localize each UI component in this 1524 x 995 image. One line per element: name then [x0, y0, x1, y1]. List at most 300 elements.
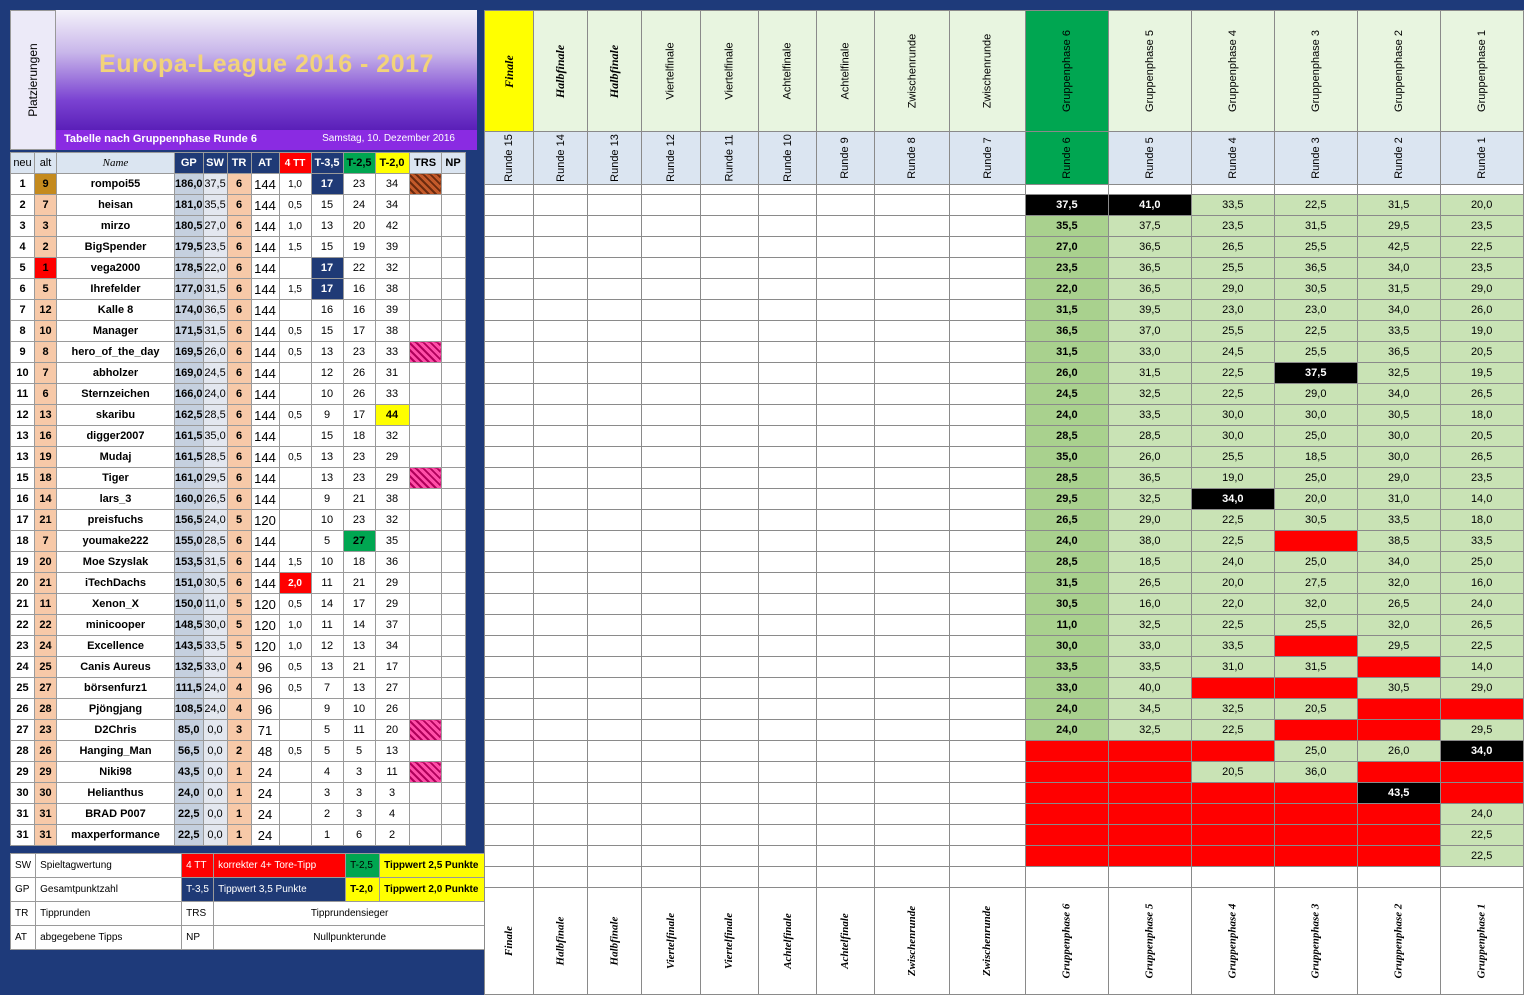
t35-cell: 16	[311, 300, 343, 321]
trs-cell	[409, 573, 441, 594]
score-cell	[700, 762, 758, 783]
footer-label-label: Finale	[502, 926, 515, 956]
score-cell	[758, 489, 816, 510]
at-cell: 144	[251, 342, 279, 363]
score-cell: 34,0	[1191, 489, 1274, 510]
gp-cell: 56,5	[175, 741, 204, 762]
score-cell: 31,5	[1274, 216, 1357, 237]
score-cell	[485, 783, 534, 804]
tr-cell: 6	[227, 321, 251, 342]
at-cell: 120	[251, 615, 279, 636]
table-row	[11, 825, 466, 846]
t25-cell: 23	[343, 447, 375, 468]
score-cell	[816, 342, 874, 363]
score-cell	[816, 405, 874, 426]
t25-cell: 18	[343, 552, 375, 573]
score-row	[485, 342, 1524, 363]
score-cell	[874, 405, 950, 426]
spacer-cell	[1025, 185, 1108, 195]
gp-cell: 181,0	[175, 195, 204, 216]
gp-cell: 143,5	[175, 636, 204, 657]
score-cell	[588, 657, 642, 678]
score-cell	[485, 342, 534, 363]
round-header-row	[485, 132, 1524, 185]
score-cell	[1357, 720, 1440, 741]
t25-cell: 17	[343, 321, 375, 342]
name-cell: hero_of_the_day	[57, 342, 175, 363]
t20-cell: 29	[375, 594, 409, 615]
score-cell: 29,5	[1440, 720, 1523, 741]
spacer-cell	[642, 185, 700, 195]
score-cell	[950, 321, 1026, 342]
spacer-cell	[700, 185, 758, 195]
gp-cell: 85,0	[175, 720, 204, 741]
name-cell: Ihrefelder	[57, 279, 175, 300]
score-row	[485, 405, 1524, 426]
score-cell: 29,5	[1357, 636, 1440, 657]
score-cell	[700, 300, 758, 321]
gp-cell: 156,5	[175, 510, 204, 531]
score-cell	[950, 279, 1026, 300]
round-header-label: Runde 7	[981, 137, 994, 179]
at-cell: 96	[251, 678, 279, 699]
phase-header	[1191, 11, 1274, 132]
alt-cell: 7	[35, 363, 57, 384]
score-cell	[1025, 762, 1108, 783]
name-cell: Canis Aureus	[57, 657, 175, 678]
score-cell	[816, 552, 874, 573]
gp-cell: 161,5	[175, 447, 204, 468]
t35-cell: 11	[311, 573, 343, 594]
trs-cell	[409, 447, 441, 468]
score-cell	[950, 594, 1026, 615]
score-cell: 30,0	[1191, 405, 1274, 426]
gp-cell: 150,0	[175, 594, 204, 615]
name-cell: maxperformance	[57, 825, 175, 846]
score-cell: 18,5	[1108, 552, 1191, 573]
score-cell: 25,5	[1191, 258, 1274, 279]
score-cell	[758, 573, 816, 594]
score-cell	[1025, 846, 1108, 867]
at-cell: 24	[251, 762, 279, 783]
score-cell	[1357, 657, 1440, 678]
phase-header-label: Achtelfinale	[839, 42, 852, 100]
t20-cell: 31	[375, 363, 409, 384]
legend-at-text: abgegebene Tipps	[36, 926, 182, 950]
score-cell	[874, 657, 950, 678]
trs-cell	[409, 510, 441, 531]
alt-cell: 7	[35, 531, 57, 552]
round-header	[816, 132, 874, 185]
score-cell	[588, 468, 642, 489]
score-cell	[758, 741, 816, 762]
tr-cell: 6	[227, 489, 251, 510]
score-cell: 24,0	[1025, 720, 1108, 741]
blank-cell	[1440, 867, 1523, 888]
score-cell	[533, 237, 587, 258]
score-cell	[758, 216, 816, 237]
tt4-cell	[279, 489, 311, 510]
score-cell	[816, 468, 874, 489]
spacer-cell	[1440, 185, 1523, 195]
at-cell: 144	[251, 216, 279, 237]
tr-cell: 6	[227, 573, 251, 594]
sw-cell: 24,0	[203, 510, 227, 531]
alt-cell: 27	[35, 678, 57, 699]
gp-cell: 24,0	[175, 783, 204, 804]
score-row	[485, 426, 1524, 447]
score-cell	[533, 594, 587, 615]
footer-label-label: Viertelfinale	[723, 912, 736, 970]
score-cell	[874, 573, 950, 594]
score-cell: 29,0	[1191, 279, 1274, 300]
tr-cell: 4	[227, 699, 251, 720]
score-cell	[758, 552, 816, 573]
score-cell	[874, 510, 950, 531]
at-cell: 48	[251, 741, 279, 762]
phase-header-label: Gruppenphase 4	[1226, 30, 1239, 112]
score-cell	[874, 783, 950, 804]
table-row	[11, 552, 466, 573]
t35-cell: 4	[311, 762, 343, 783]
score-cell: 31,5	[1274, 657, 1357, 678]
score-cell	[485, 405, 534, 426]
np-cell	[441, 615, 465, 636]
t20-cell: 34	[375, 636, 409, 657]
score-cell	[758, 384, 816, 405]
score-cell: 32,5	[1108, 384, 1191, 405]
trs-cell	[409, 615, 441, 636]
score-cell	[533, 300, 587, 321]
score-cell: 30,5	[1274, 510, 1357, 531]
trs-cell	[409, 216, 441, 237]
blank-cell	[950, 867, 1026, 888]
spacer-cell	[758, 185, 816, 195]
score-cell: 33,5	[1357, 321, 1440, 342]
score-cell	[700, 741, 758, 762]
tr-cell: 5	[227, 594, 251, 615]
name-cell: preisfuchs	[57, 510, 175, 531]
sw-cell: 22,0	[203, 258, 227, 279]
score-cell	[950, 678, 1026, 699]
sw-cell: 24,0	[203, 384, 227, 405]
score-cell	[816, 594, 874, 615]
t25-cell: 17	[343, 594, 375, 615]
round-header-label: Runde 10	[781, 134, 794, 182]
phase-header-label: Zwischenrunde	[981, 33, 994, 109]
score-cell: 19,5	[1440, 363, 1523, 384]
score-cell	[485, 531, 534, 552]
phase-header	[816, 11, 874, 132]
score-cell	[485, 615, 534, 636]
score-cell: 14,0	[1440, 489, 1523, 510]
legend-t20-abbr: T-2,0	[346, 878, 380, 902]
legend-t25-text: Tippwert 2,5 Punkte	[380, 854, 486, 878]
phase-header	[1025, 11, 1108, 132]
tr-cell: 6	[227, 531, 251, 552]
alt-cell: 21	[35, 510, 57, 531]
score-row	[485, 258, 1524, 279]
score-cell	[485, 636, 534, 657]
gp-cell: 43,5	[175, 762, 204, 783]
tt4-cell: 0,5	[279, 594, 311, 615]
alt-cell: 8	[35, 342, 57, 363]
tr-cell: 1	[227, 783, 251, 804]
gp-cell: 177,0	[175, 279, 204, 300]
neu-cell: 9	[11, 342, 35, 363]
score-cell	[700, 363, 758, 384]
score-cell	[950, 741, 1026, 762]
t25-cell: 21	[343, 489, 375, 510]
score-cell: 23,5	[1440, 468, 1523, 489]
footer-label	[700, 888, 758, 995]
t20-cell: 36	[375, 552, 409, 573]
score-cell: 32,0	[1357, 615, 1440, 636]
tr-cell: 6	[227, 237, 251, 258]
score-cell	[485, 846, 534, 867]
score-row	[485, 195, 1524, 216]
gp-cell: 161,0	[175, 468, 204, 489]
t25-cell: 14	[343, 615, 375, 636]
score-cell	[700, 573, 758, 594]
np-cell	[441, 531, 465, 552]
score-cell	[485, 594, 534, 615]
table-row	[11, 363, 466, 384]
score-cell	[642, 636, 700, 657]
tr-cell: 6	[227, 342, 251, 363]
score-cell	[642, 363, 700, 384]
legend-np-abbr: NP	[182, 926, 214, 950]
score-cell	[758, 300, 816, 321]
round-header-label: Runde 9	[839, 137, 852, 179]
spacer-cell	[950, 185, 1026, 195]
neu-cell: 25	[11, 678, 35, 699]
at-cell: 144	[251, 384, 279, 405]
neu-cell: 31	[11, 825, 35, 846]
neu-cell: 4	[11, 237, 35, 258]
trs-cell	[409, 405, 441, 426]
score-cell	[950, 720, 1026, 741]
score-cell	[1025, 804, 1108, 825]
score-cell: 20,5	[1191, 762, 1274, 783]
col-trs: TRS	[409, 153, 441, 174]
score-cell	[533, 384, 587, 405]
score-cell	[816, 573, 874, 594]
tt4-cell	[279, 363, 311, 384]
at-cell: 144	[251, 300, 279, 321]
score-cell: 30,5	[1025, 594, 1108, 615]
score-cell: 25,5	[1274, 342, 1357, 363]
at-cell: 24	[251, 825, 279, 846]
footer-label-label: Halbfinale	[608, 916, 621, 966]
sw-cell: 0,0	[203, 762, 227, 783]
phase-header-label: Viertelfinale	[723, 42, 736, 100]
np-cell	[441, 384, 465, 405]
score-cell	[533, 804, 587, 825]
sw-cell: 37,5	[203, 174, 227, 195]
score-cell	[588, 258, 642, 279]
score-cell	[758, 195, 816, 216]
score-cell: 24,5	[1025, 384, 1108, 405]
score-cell	[533, 720, 587, 741]
name-cell: abholzer	[57, 363, 175, 384]
t25-cell: 16	[343, 279, 375, 300]
score-cell: 37,5	[1108, 216, 1191, 237]
col-name: Name	[57, 153, 175, 174]
score-cell	[874, 216, 950, 237]
score-cell	[642, 783, 700, 804]
score-cell	[588, 384, 642, 405]
sw-cell: 26,0	[203, 342, 227, 363]
name-cell: Moe Szyslak	[57, 552, 175, 573]
score-cell	[642, 468, 700, 489]
score-cell: 29,0	[1274, 384, 1357, 405]
score-cell	[588, 489, 642, 510]
score-cell	[816, 783, 874, 804]
neu-cell: 26	[11, 699, 35, 720]
neu-cell: 8	[11, 321, 35, 342]
tt4-cell: 1,5	[279, 237, 311, 258]
footer-label	[758, 888, 816, 995]
score-cell: 32,5	[1191, 699, 1274, 720]
score-cell	[533, 195, 587, 216]
round-header-label: Runde 2	[1392, 137, 1405, 179]
trs-cell	[409, 489, 441, 510]
score-cell	[874, 825, 950, 846]
sw-cell: 24,0	[203, 678, 227, 699]
table-row	[11, 321, 466, 342]
score-cell: 22,5	[1191, 720, 1274, 741]
phase-header	[950, 11, 1026, 132]
score-cell	[950, 636, 1026, 657]
score-cell	[485, 720, 534, 741]
at-cell: 96	[251, 699, 279, 720]
sw-cell: 31,5	[203, 552, 227, 573]
t25-cell: 3	[343, 783, 375, 804]
subtitle: Tabelle nach Gruppenphase Runde 6	[64, 133, 257, 145]
t20-cell: 32	[375, 258, 409, 279]
score-cell	[1440, 699, 1523, 720]
score-cell	[485, 699, 534, 720]
sw-cell: 0,0	[203, 825, 227, 846]
tt4-cell: 0,5	[279, 405, 311, 426]
score-cell	[950, 363, 1026, 384]
tr-cell: 5	[227, 510, 251, 531]
score-cell	[642, 699, 700, 720]
blank-cell	[1357, 867, 1440, 888]
score-row	[485, 594, 1524, 615]
score-cell	[485, 762, 534, 783]
score-cell	[700, 678, 758, 699]
score-cell	[1191, 741, 1274, 762]
at-cell: 144	[251, 573, 279, 594]
score-cell: 28,5	[1108, 426, 1191, 447]
t25-cell: 13	[343, 636, 375, 657]
score-cell	[816, 237, 874, 258]
score-cell	[1274, 783, 1357, 804]
score-cell	[588, 216, 642, 237]
gp-cell: 166,0	[175, 384, 204, 405]
tt4-cell: 0,5	[279, 447, 311, 468]
blank-cell	[642, 867, 700, 888]
table-row	[11, 384, 466, 405]
at-cell: 144	[251, 531, 279, 552]
neu-cell: 12	[11, 405, 35, 426]
table-row	[11, 783, 466, 804]
score-cell	[588, 195, 642, 216]
trs-cell	[409, 384, 441, 405]
score-cell: 31,5	[1025, 300, 1108, 321]
score-cell	[1274, 678, 1357, 699]
score-cell	[816, 321, 874, 342]
footer-label	[874, 888, 950, 995]
tr-cell: 6	[227, 552, 251, 573]
table-row	[11, 510, 466, 531]
score-row	[485, 846, 1524, 867]
blank-cell	[1025, 867, 1108, 888]
alt-cell: 24	[35, 636, 57, 657]
score-cell	[588, 804, 642, 825]
score-row	[485, 468, 1524, 489]
phase-header	[588, 11, 642, 132]
blank-cell	[588, 867, 642, 888]
sw-cell: 33,5	[203, 636, 227, 657]
legend-t20-text: Tippwert 2,0 Punkte	[380, 878, 486, 902]
score-cell: 25,0	[1274, 468, 1357, 489]
at-cell: 144	[251, 237, 279, 258]
alt-cell: 14	[35, 489, 57, 510]
name-cell: rompoi55	[57, 174, 175, 195]
t35-cell: 13	[311, 342, 343, 363]
score-cell	[588, 237, 642, 258]
neu-cell: 11	[11, 384, 35, 405]
name-cell: Xenon_X	[57, 594, 175, 615]
t35-cell: 13	[311, 447, 343, 468]
score-cell	[700, 426, 758, 447]
footer-label	[950, 888, 1026, 995]
round-header-label: Runde 13	[608, 134, 621, 182]
score-cell: 39,5	[1108, 300, 1191, 321]
neu-cell: 2	[11, 195, 35, 216]
score-row	[485, 384, 1524, 405]
blank-cell	[816, 867, 874, 888]
tt4-cell: 0,5	[279, 342, 311, 363]
score-cell	[950, 804, 1026, 825]
score-cell: 25,0	[1274, 741, 1357, 762]
score-row	[485, 636, 1524, 657]
neu-cell: 6	[11, 279, 35, 300]
score-cell	[874, 804, 950, 825]
tr-cell: 6	[227, 174, 251, 195]
score-cell	[588, 405, 642, 426]
np-cell	[441, 195, 465, 216]
score-cell: 30,0	[1357, 447, 1440, 468]
np-cell	[441, 216, 465, 237]
score-cell	[642, 237, 700, 258]
tr-cell: 6	[227, 384, 251, 405]
trs-cell	[409, 468, 441, 489]
score-cell: 22,5	[1191, 510, 1274, 531]
score-cell	[533, 762, 587, 783]
score-cell: 25,0	[1440, 552, 1523, 573]
score-cell	[642, 216, 700, 237]
score-cell	[485, 510, 534, 531]
score-cell	[1191, 783, 1274, 804]
round-header	[700, 132, 758, 185]
score-cell	[588, 741, 642, 762]
table-row	[11, 216, 466, 237]
at-cell: 120	[251, 594, 279, 615]
